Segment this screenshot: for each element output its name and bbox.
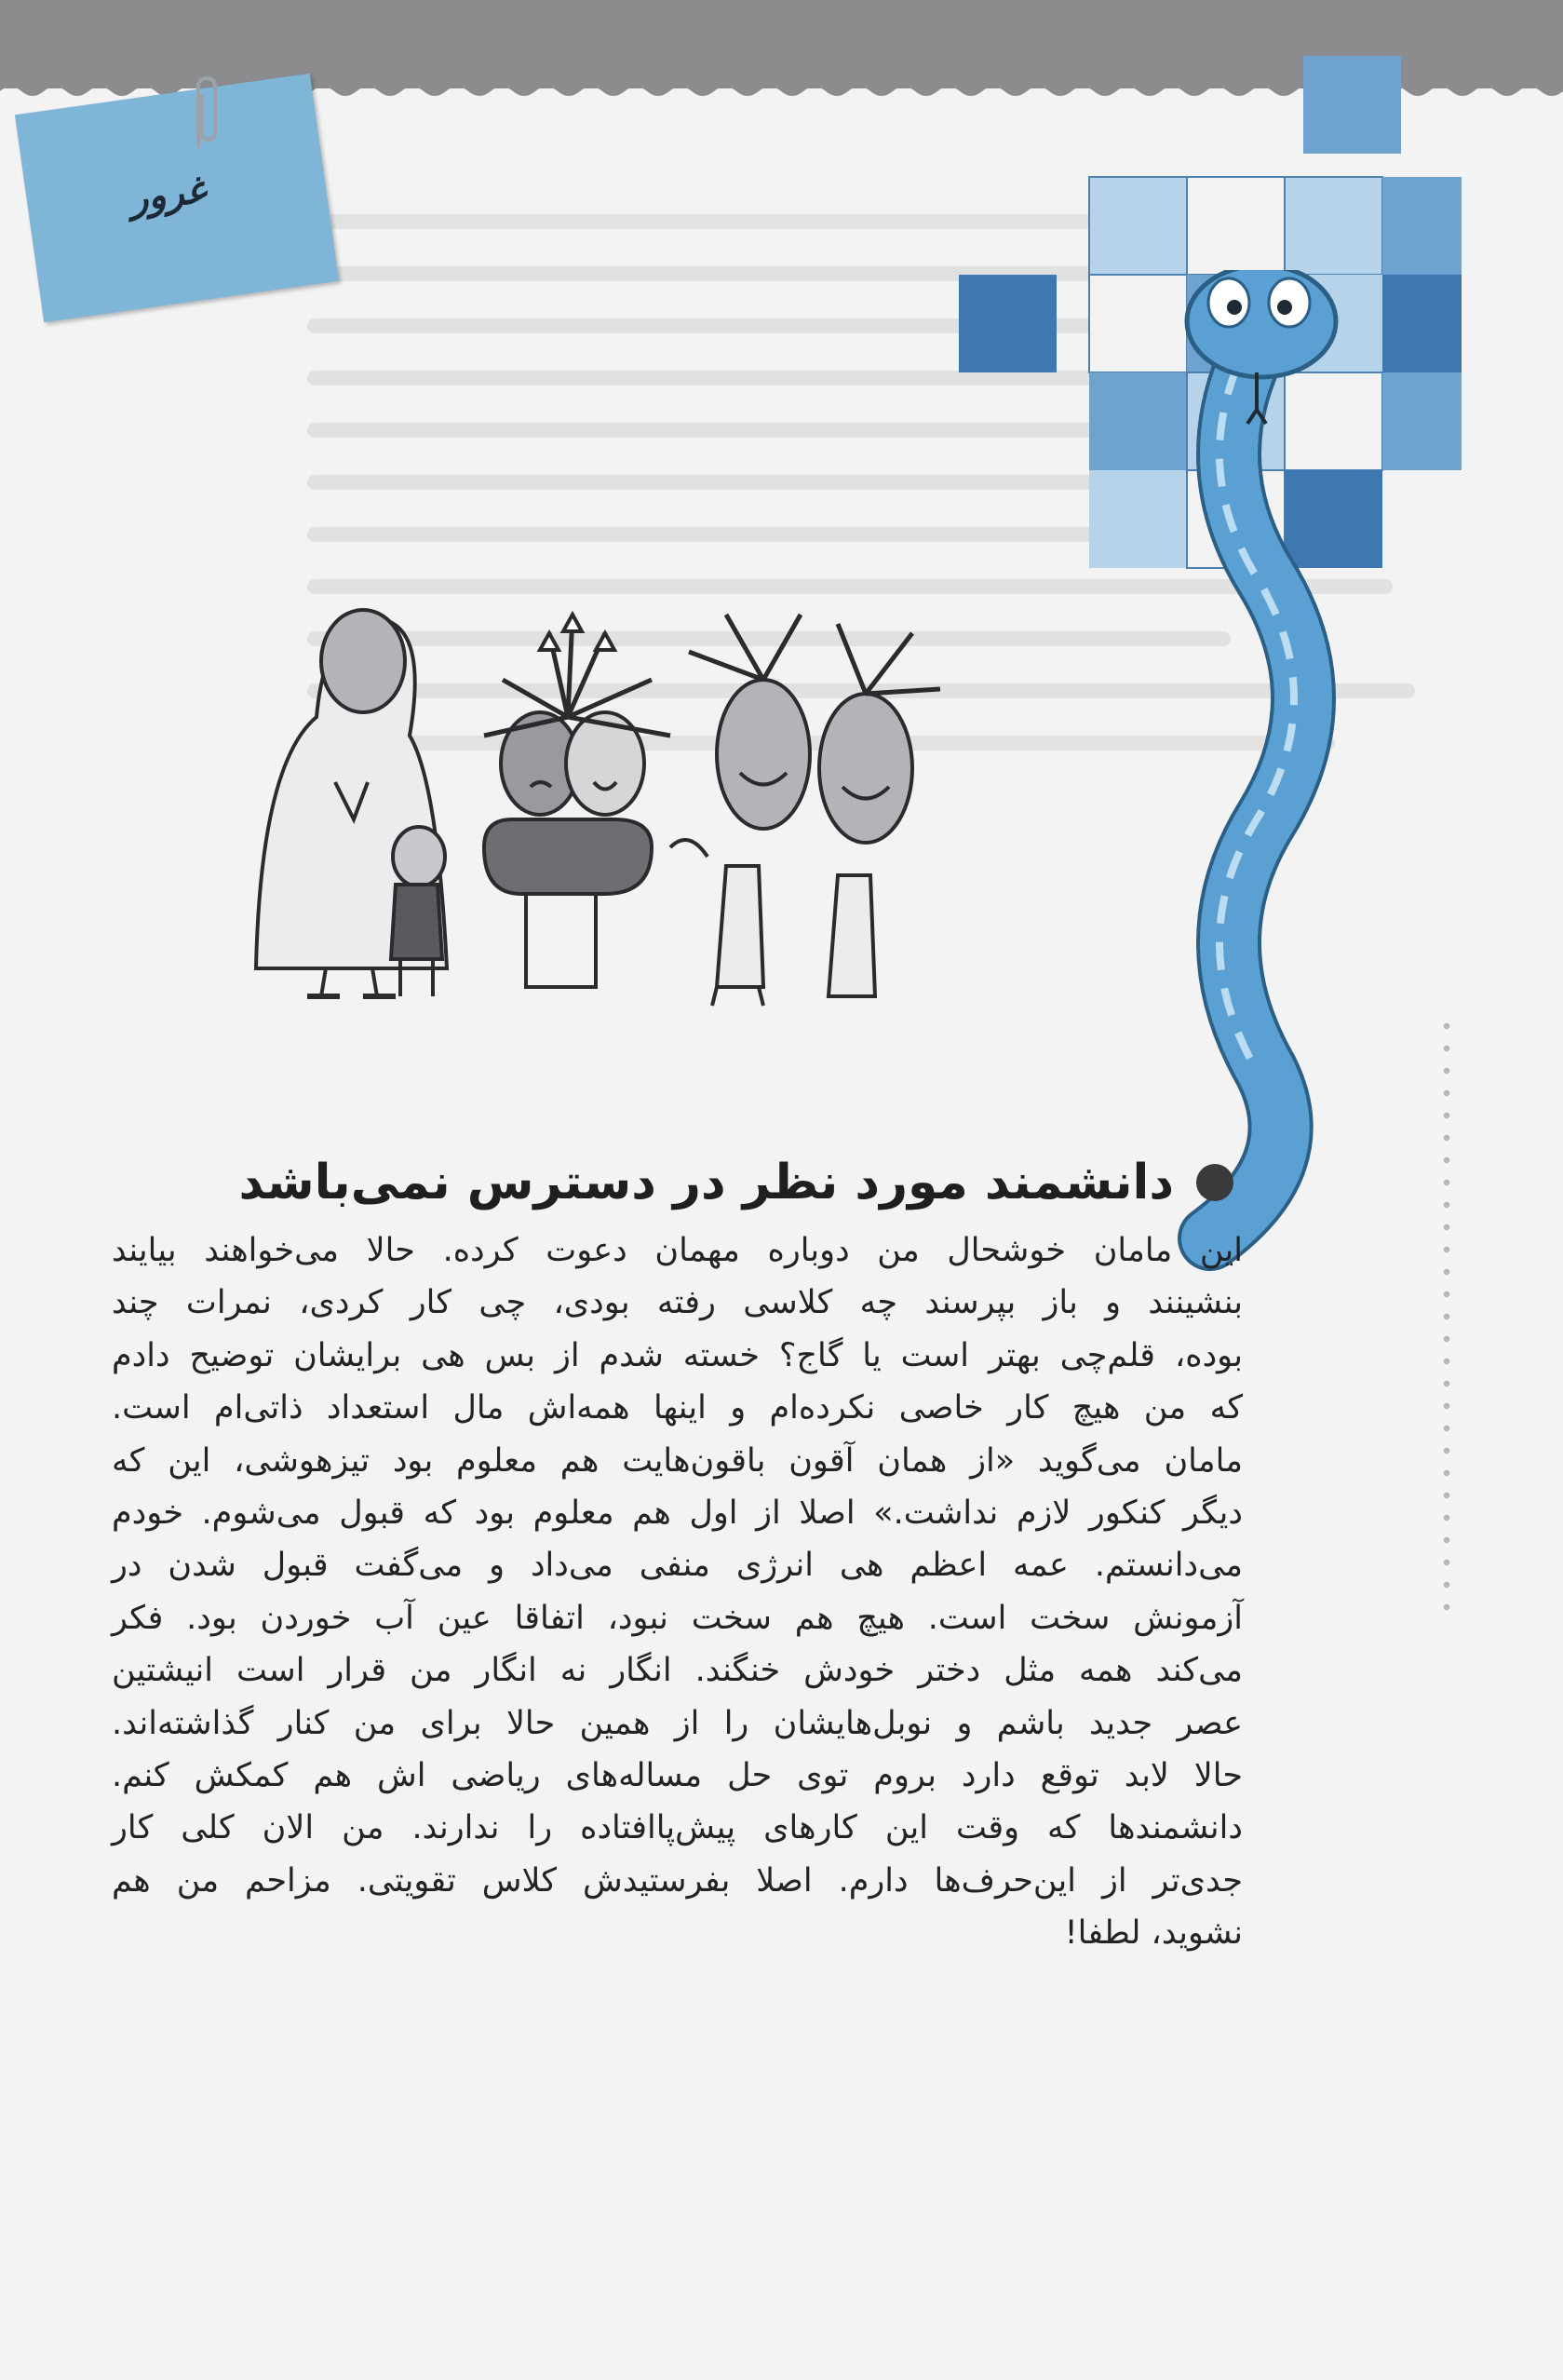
smiling-twins (670, 615, 940, 1006)
body-paragraph (112, 1224, 1243, 1959)
text-line: دانشمندها که وقت این کارهای پیش‌پاافتاده را ندارند. من الان کلی کار (112, 1809, 1243, 1847)
mother-and-child (256, 610, 447, 996)
bullet-dot-icon (1196, 1164, 1233, 1201)
text-line: این مامان خوشحال من دوباره مهمان دعوت کرده. حالا می‌خواهند بیایند (112, 1232, 1243, 1269)
text-line: جدی‌تر از این‌حرف‌ها دارم. اصلا بفرستیدش کلاس تقویتی. مزاحم من هم (112, 1861, 1243, 1900)
cartoon-illustration (205, 596, 1154, 1024)
paperclip-icon (182, 74, 228, 149)
text-line: دیگر کنکور لازم نداشت.» اصلا از اول هم معلوم بود که قبول می‌شوم. خودم (112, 1494, 1243, 1532)
chapter-tab-label: غرور (127, 167, 209, 222)
text-line: می‌کند همه مثل دختر خودش خنگند. انگار نه انگار من قرار است انیشتین (112, 1652, 1243, 1690)
masked-figure (484, 615, 670, 987)
text-line: حالا لابد توقع دارد بروم توی حل مساله‌های ریاضی اش هم کمکش کنم. (112, 1756, 1243, 1794)
text-line: بوده، قلم‌چی بهتر است یا گاج؟ خسته شدم از بس هی برایشان توضیح دادم (112, 1336, 1243, 1374)
section-heading-text: دانشمند مورد نظر در دسترس نمی‌باشد (238, 1155, 1174, 1210)
text-line: آزمونش سخت است. هیچ هم سخت نبود، اتفاقا عین آب خوردن بود. فکر (112, 1599, 1243, 1637)
text-line: مامان می‌گوید «از همان آقون باقون‌هایت هم معلوم بود تیزهوشی، این که (112, 1441, 1243, 1480)
text-line: که من هیچ کار خاصی نکرده‌ام و اینها همه‌اش مال استعداد ذاتی‌ام است. (112, 1389, 1243, 1427)
text-line: نشوید، لطفا! (1064, 1914, 1243, 1953)
text-line: عصر جدید باشم و نوبل‌هایشان را از همین حالا برای من کنار گذاشته‌اند. (112, 1704, 1243, 1742)
section-heading (233, 1141, 1233, 1224)
text-line: می‌دانستم. عمه اعظم هی انرژی منفی می‌داد و می‌گفت قبول شدن در (112, 1547, 1243, 1585)
text-line: بنشینند و باز بپرسند چه کلاسی رفته بودی، چی کار کردی، نمرات چند (112, 1284, 1243, 1322)
